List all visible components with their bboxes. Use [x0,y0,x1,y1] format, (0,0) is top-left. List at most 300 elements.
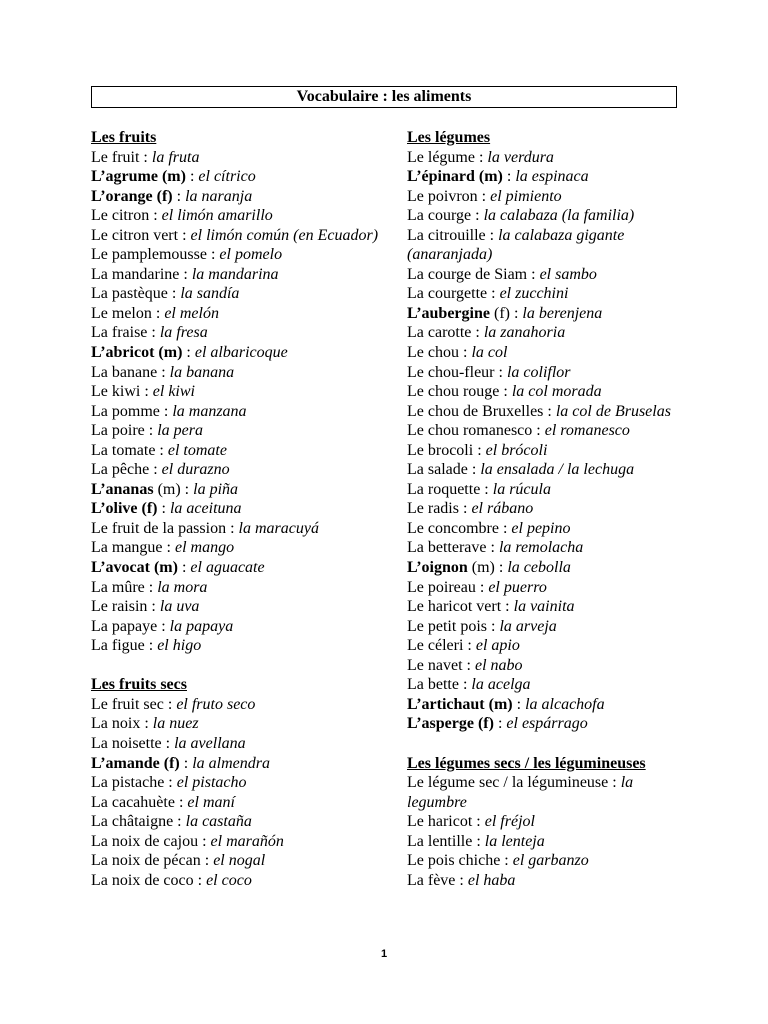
spanish-translation: la rúcula [492,480,551,498]
spanish-translation: el maní [187,793,235,811]
separator: : [162,539,175,557]
spanish-translation: la piña [193,480,239,498]
spanish-translation: el mango [174,539,235,557]
french-term-text: Le chou [407,344,459,362]
french-term [407,637,463,654]
french-term [407,598,501,615]
french-term-text: La fève [407,871,456,889]
spanish-translation: la almendra [192,754,270,772]
separator: : [179,754,193,772]
french-term [407,676,459,693]
french-term [407,481,480,498]
vocab-entry [91,441,391,461]
french-term [91,696,164,713]
separator: : [501,598,514,616]
french-term [91,422,145,439]
spanish-translation: el melón [164,304,219,322]
french-term-text: La poire [91,422,145,440]
separator: : [177,559,191,577]
spanish-translation: la lenteja [484,832,545,850]
vocab-entry [407,675,687,695]
french-term-text: La mûre [91,578,145,596]
spanish-translation: el puerro [488,578,547,596]
french-term-text: Le chou-fleur [407,363,495,381]
vocab-entry [407,832,687,852]
french-term-text: L’aubergine [407,304,490,322]
vocab-entry [407,187,687,207]
spanish-translation: la espinaca [515,168,589,186]
vocab-entry [407,519,687,539]
french-term [407,774,608,791]
right-column [407,128,687,890]
french-term [407,579,476,596]
separator: : [226,519,239,537]
spanish-translation: la ensalada / la lechuga [480,461,635,479]
spanish-translation: el haba [467,871,516,889]
separator: : [147,324,160,342]
french-term [407,618,487,635]
spanish-translation: la calabaza gigante (anaranjada) [407,226,625,264]
french-term-text: La banane [91,363,158,381]
spanish-translation: el coco [206,871,252,889]
vocab-entry [91,793,391,813]
french-term [407,188,478,205]
separator: : [198,832,211,850]
french-term-text: La carotte [407,324,472,342]
vocab-entry [91,773,391,793]
vocab-entry [407,167,687,187]
spanish-translation: el espárrago [506,715,588,733]
spanish-translation: el romanesco [544,422,630,440]
vocab-entry [407,206,687,226]
french-term-text: La pistache [91,774,165,792]
french-term-text: L’avocat (m) [91,559,178,577]
french-term-text: La mangue [91,539,163,557]
vocab-entry [91,460,391,480]
french-term-text: Le brocoli [407,441,474,459]
french-term [91,403,160,420]
separator: : [474,148,488,166]
separator: : [144,637,158,655]
spanish-translation: el apio [475,637,520,655]
french-term [407,383,499,400]
vocab-entry [407,773,687,812]
spanish-translation: la remolacha [498,539,584,557]
vocab-entry [407,851,687,871]
vocab-entry [407,343,687,363]
french-term [91,852,201,869]
vocab-entry [91,871,391,891]
french-term [91,364,157,381]
french-term [91,559,178,576]
french-term-text: La courgette [407,285,488,303]
spanish-translation: la vainita [513,598,575,616]
french-term [407,461,468,478]
french-term [407,149,475,166]
vocab-entry [407,441,687,461]
spanish-translation: el cítrico [198,168,256,186]
french-term-text: La bette [407,676,459,694]
french-term-text: La courge de Siam [407,265,528,283]
french-term-text: L’orange (f) [91,187,173,205]
vocab-entry [91,754,391,774]
separator: : [500,852,513,870]
separator: : [149,207,162,225]
spanish-translation: la fresa [159,324,208,342]
french-term [407,285,487,302]
separator: : [475,578,489,596]
vocab-entry [91,284,391,304]
vocab-entry [407,148,687,168]
spanish-translation: la alcachofa [525,695,605,713]
separator: : [472,813,485,831]
separator: : [485,226,499,244]
french-term [91,168,186,185]
separator: : [155,441,168,459]
vocab-entry [91,402,391,422]
separator: : [164,774,177,792]
separator: : [527,265,540,283]
spanish-translation: la castaña [185,813,252,831]
separator: : [458,500,472,518]
separator: : [163,695,177,713]
vocab-entry [91,734,391,754]
spanish-translation: la nuez [152,715,199,733]
french-term [91,305,152,322]
french-term [91,735,162,752]
french-term [91,188,173,205]
vocab-entry [407,460,687,480]
spanish-translation: la banana [169,363,235,381]
vocab-entry [91,167,391,187]
separator: : [608,774,621,792]
french-term [407,696,513,713]
french-term-text: L’épinard (m) [407,168,503,186]
vocab-entry [91,206,391,226]
french-term-text: Le haricot [407,813,473,831]
vocab-entry [91,245,391,265]
spanish-translation: el garbanzo [512,852,589,870]
french-term [91,637,145,654]
spanish-translation: la arveja [499,617,557,635]
french-term [407,442,473,459]
separator: : [458,344,472,362]
spanish-translation: la col morada [511,383,602,401]
separator: : [477,187,491,205]
separator: : [512,695,526,713]
section-heading-les-fruits-secs: Les fruits secs [91,676,187,694]
french-term [91,872,194,889]
vocab-entry [91,714,391,734]
spanish-translation: el tomate [167,441,227,459]
french-term [91,539,163,556]
spanish-translation: el sambo [539,265,597,283]
french-term-text: Le céleri [407,637,464,655]
french-term-text: La noix de cajou [91,832,199,850]
vocab-entry [91,265,391,285]
french-term [91,324,147,341]
french-term-text: Le poireau [407,578,476,596]
french-term-text: La figue [91,637,145,655]
gender-marker: (m) [467,559,495,577]
french-term [91,774,164,791]
french-term-text: La papaye [91,617,158,635]
spanish-translation: la uva [159,598,200,616]
vocab-entry [91,421,391,441]
separator: : [157,363,170,381]
french-term-text: L’artichaut (m) [407,695,513,713]
spanish-translation: la calabaza (la familia) [483,207,635,225]
vocab-entry [407,812,687,832]
separator: : [172,187,186,205]
separator: : [502,168,516,186]
french-term [91,344,182,361]
french-term-text: L’agrume (m) [91,168,186,186]
french-term [91,520,226,537]
separator: : [467,461,481,479]
vocab-entry [407,656,687,676]
vocab-entry [91,832,391,852]
vocab-entry [407,480,687,500]
french-term-text: Le concombre [407,519,499,537]
french-term-text: La mandarine [91,265,180,283]
french-term-text: Le raisin [91,598,148,616]
separator: : [494,363,507,381]
french-term-text: La courge [407,207,472,225]
french-term [407,559,495,576]
spanish-translation: la papaya [169,617,234,635]
french-term [91,481,181,498]
separator: : [471,207,484,225]
section-spacer [407,734,687,754]
french-term-text: Le melon [91,304,152,322]
separator: : [532,422,545,440]
spanish-translation: el zucchini [499,285,569,303]
separator: : [185,168,199,186]
spanish-translation: el marañón [210,832,284,850]
spanish-translation: el albaricoque [194,344,288,362]
french-term [407,344,459,361]
left-column [91,128,391,890]
french-term-text: La citrouille [407,226,486,244]
french-term-text: L’ananas [91,480,154,498]
french-term [91,266,179,283]
french-term-text: Le citron [91,207,150,225]
separator: : [178,226,191,244]
vocab-entry [91,148,391,168]
page-number: 1 [380,948,388,960]
french-term-text: Le fruit de la passion [91,519,227,537]
gender-marker: (m) [153,480,181,498]
french-term [407,403,543,420]
separator: : [458,676,472,694]
french-term [91,598,147,615]
vocab-entry [91,304,391,324]
vocab-entry [91,538,391,558]
french-term-text: Le petit pois [407,617,487,635]
spanish-translation: el pimiento [490,187,562,205]
french-term [91,813,173,830]
spanish-translation: la mora [157,578,208,596]
vocab-entry [91,812,391,832]
spanish-translation: el limón común (en Ecuador) [190,226,379,244]
french-term [407,168,503,185]
separator: : [182,344,195,362]
french-term [407,227,486,244]
spanish-translation: la acelga [471,676,531,694]
separator: : [173,813,186,831]
vocab-entry [407,499,687,519]
vocab-entry [407,402,687,422]
spanish-translation: la verdura [487,148,554,166]
french-term-text: La lentille [407,832,473,850]
spanish-translation: la avellana [174,734,246,752]
french-term-text: La roquette [407,480,481,498]
spanish-translation: el kiwi [152,383,195,401]
french-term [407,852,500,869]
spanish-translation: la fruta [151,148,200,166]
separator: : [193,871,207,889]
french-term-text: Le poivron [407,187,478,205]
spanish-translation: el nogal [213,852,266,870]
spanish-translation: el durazno [161,461,230,479]
spanish-translation: el limón amarillo [161,207,273,225]
french-term [407,324,471,341]
vocab-entry [91,851,391,871]
french-term [407,364,495,381]
separator: : [498,519,512,537]
separator: : [543,402,556,420]
french-term-text: La pastèque [91,285,168,303]
spanish-translation: la col de Bruselas [555,402,671,420]
vocab-entry [91,382,391,402]
french-term-text: Le fruit sec [91,695,164,713]
spanish-translation: el higo [157,637,202,655]
vocab-entry [407,617,687,637]
vocab-entry [91,187,391,207]
spanish-translation: el fréjol [484,813,535,831]
french-term-text: Le chou de Bruxelles [407,402,544,420]
vocab-entry [91,343,391,363]
separator: : [179,265,192,283]
french-term [91,500,158,517]
page-title: Vocabulaire : les aliments [91,86,677,108]
separator: : [493,715,507,733]
spanish-translation: el rábano [471,500,534,518]
french-term [407,305,510,322]
section-spacer [91,656,391,676]
french-term-text: La pêche [91,461,150,479]
separator: : [174,793,188,811]
vocab-entry [407,714,687,734]
french-term-text: La châtaigne [91,813,174,831]
french-term-text: Le légume [407,148,475,166]
french-term [91,579,145,596]
separator: : [159,402,173,420]
vocab-entry [91,323,391,343]
vocab-entry [91,578,391,598]
french-term [407,207,471,224]
vocab-entry [407,636,687,656]
french-term-text: Le fruit [91,148,140,166]
separator: : [455,871,468,889]
vocab-entry [91,519,391,539]
spanish-translation: la coliflor [506,363,571,381]
spanish-translation: el nabo [474,656,523,674]
separator: : [180,480,194,498]
french-term-text: La pomme [91,402,160,420]
separator: : [487,285,500,303]
french-term [91,227,178,244]
french-term-text: Le citron vert [91,226,179,244]
french-term-text: Le chou romanesco [407,422,533,440]
spanish-translation: la col [471,344,508,362]
spanish-translation: la zanahoria [483,324,566,342]
separator: : [144,578,158,596]
section-heading-les-legumes-secs-les-legumineuses: Les légumes secs / les légumineuses [407,754,646,772]
french-term [407,422,532,439]
spanish-translation: el pistacho [176,774,247,792]
separator: : [462,656,475,674]
french-term [91,755,180,772]
french-term-text: Le navet [407,656,463,674]
separator: : [486,617,500,635]
french-term [91,833,198,850]
vocab-entry [407,421,687,441]
separator: : [161,734,175,752]
spanish-translation: la sandía [180,285,240,303]
vocab-entry [91,226,391,246]
french-term-text: L’abricot (m) [91,344,183,362]
separator: : [157,617,170,635]
french-term-text: La betterave [407,539,487,557]
vocab-entry [91,480,391,500]
french-term-text: Le pamplemousse [91,246,207,264]
french-term-text: L’oignon [407,559,468,577]
spanish-translation: el pomelo [219,246,283,264]
french-term [91,149,139,166]
french-term [91,715,140,732]
vocab-entry [407,871,687,891]
separator: : [140,383,153,401]
spanish-translation: la mandarina [191,265,279,283]
french-term-text: La fraise [91,324,148,342]
french-term-text: Le haricot vert [407,598,502,616]
spanish-translation: la naranja [185,187,253,205]
french-term-text: Le radis [407,500,459,518]
french-term [407,520,499,537]
vocab-entry [407,382,687,402]
separator: : [167,285,181,303]
french-term [407,500,459,517]
separator: : [473,441,486,459]
french-term [91,246,207,263]
spanish-translation: la aceituna [169,500,242,518]
separator: : [157,500,170,518]
separator: : [463,637,476,655]
french-term [407,833,472,850]
section-heading-les-legumes: Les légumes [407,129,491,146]
vocab-entry [91,636,391,656]
french-term-text: Le kiwi [91,383,141,401]
section-heading-les-fruits: Les fruits [91,129,157,146]
separator: : [206,246,220,264]
vocab-entry [91,499,391,519]
vocab-entry [407,284,687,304]
vocab-entry [91,617,391,637]
spanish-translation: el fruto seco [176,695,256,713]
french-term-text: La tomate [91,441,156,459]
